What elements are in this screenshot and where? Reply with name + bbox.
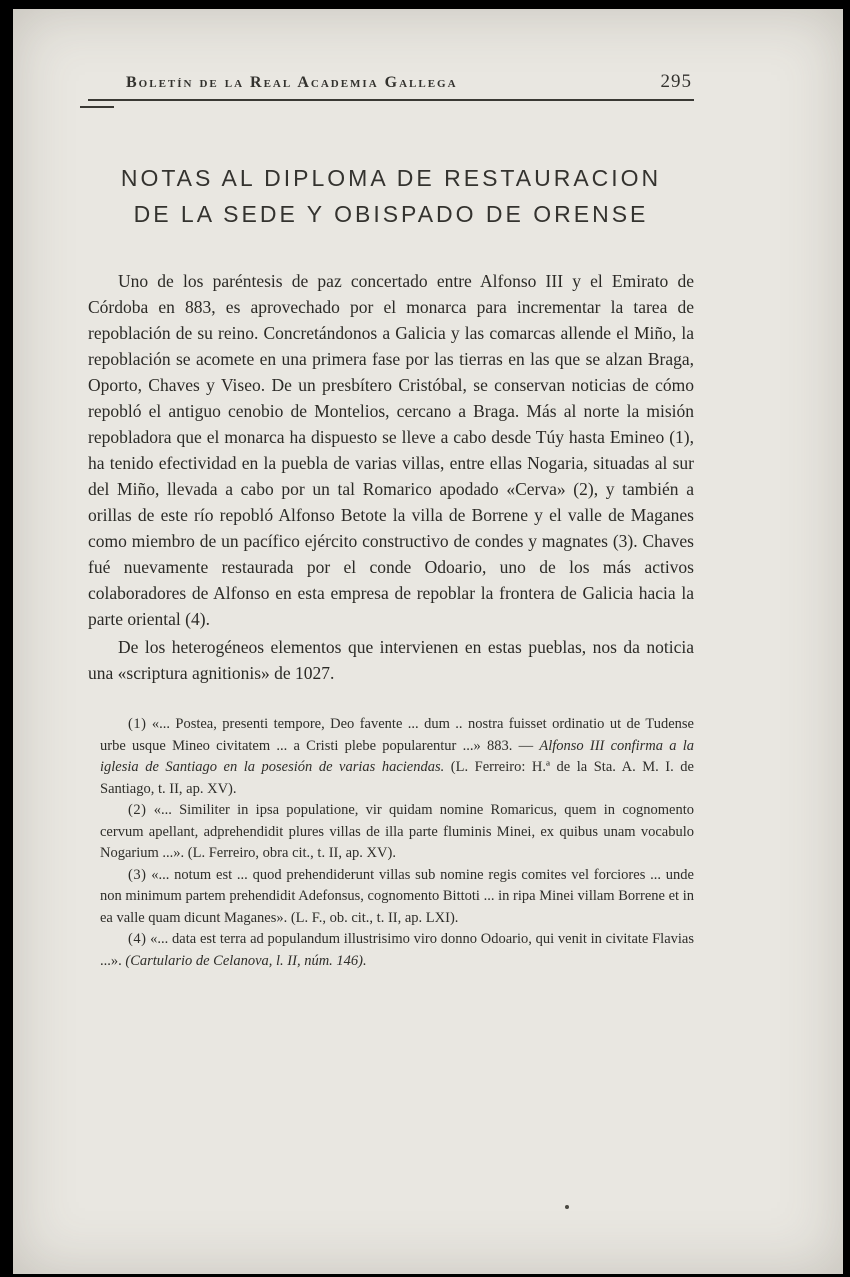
- article-title-line-2: DE LA SEDE Y OBISPADO DE ORENSE: [133, 201, 649, 227]
- body-paragraph: De los heterogéneos elementos que intervienen en estas pueblas, nos da noticia una «scriptura agnitionis» de 1027.: [88, 637, 694, 683]
- footnote-1: [100, 714, 694, 800]
- footnote-text-italic: (Cartulario de Celanova, l. II, núm. 146).: [125, 952, 367, 969]
- body-paragraph: Uno de los paréntesis de paz concertado entre Alfonso III y el Emirato de Córdoba en 883, es aprovechado por el monarca para incrementar la tarea de repoblación de su reino. Concretándonos a Galicia y las comarcas allende el Miño, la repoblación se acomete en una primera fase por las tierras en las que se alzan Braga, Oporto, Chaves y Viseo. De un presbítero Cristóbal, se conservan noticias de cómo repobló el antiguo cenobio de Montelios, cercano a Braga. Más al norte la misión repobladora que el monarca ha dispuesto se lleve a cabo desde Túy hasta Emineo (1), ha tenido efectividad en la puebla de varias villas, entre ellas Nogaria, situadas al sur del Miño, llevada a cabo por un tal Romarico apodado «Cerva» (2), y también a orillas de este río repobló Alfonso Betote la villa de Borrene y el valle de Maganes como miembro de un pacífico ejército constructivo de condes y magnates (3). Chaves fué nuevamente restaurada por el conde Odoario, uno de los más activos colaboradores de Alfonso en esta empresa de repoblar la frontera de Galicia hacia la parte oriental (4).: [88, 271, 694, 629]
- footnote-text: (L. Ferreiro: H.ª de la Sta. A. M. I. de Santiago, t. II, ap. XV).: [100, 759, 694, 797]
- footnote-2: [100, 800, 694, 865]
- footnote-number: (3): [128, 866, 147, 883]
- footnote-4: [100, 929, 694, 972]
- scan-speck: [565, 1205, 569, 1209]
- footnote-number: (4): [128, 931, 147, 947]
- article-body: [88, 268, 694, 686]
- page-number: 295: [660, 71, 692, 92]
- footnote-text: «... data est terra ad populandum illustrisimo viro donno Odoario, qui venit in civitate Flavias ...».: [100, 931, 694, 969]
- footnote-text: «... Postea, presenti tempore, Deo favente ... dum .. nostra fuisset ordinatio ut de Tudense urbe usque Mineo civitatem ... a Cristi plebe popularentur ...» 883. —: [100, 716, 694, 754]
- header-rule: [88, 99, 694, 101]
- article-title-line-1: NOTAS AL DIPLOMA DE RESTAURACION: [120, 165, 662, 191]
- footnotes-section: [88, 714, 694, 972]
- journal-header: [88, 71, 694, 93]
- footnote-text-italic: Alfonso III confirma a la iglesia de Santiago en la posesión de varias haciendas.: [100, 737, 694, 775]
- header-rule-fragment: [80, 106, 114, 108]
- article-title: [88, 160, 694, 232]
- paper-sheet: [13, 9, 843, 1274]
- footnote-3: [100, 865, 694, 930]
- page-content: [88, 9, 694, 972]
- footnote-number: (1): [128, 716, 147, 732]
- footnote-number: (2): [128, 802, 147, 818]
- journal-title: Boletín de la Real Academia Gallega: [126, 74, 458, 91]
- footnote-text: «... notum est ... quod prehendiderunt villas sub nomine regis comites vel forciores ... unde non minimum partem prehendidit Adefonsus, cognomento Bittoti ... in ripa Minei villam Borrene et in ea valle quam dicunt Maganes». (L. F., ob. cit., t. II, ap. LXI).: [100, 866, 694, 926]
- footnote-text: «... Similiter in ipsa populatione, vir quidam nomine Romaricus, quem in cognomento cervum apellant, adprehendidit plures villas de illa parte fluminis Minei, ex quibus unam vocabulo Nogarium ...». (L. Ferreiro, obra cit., t. II, ap. XV).: [100, 802, 694, 861]
